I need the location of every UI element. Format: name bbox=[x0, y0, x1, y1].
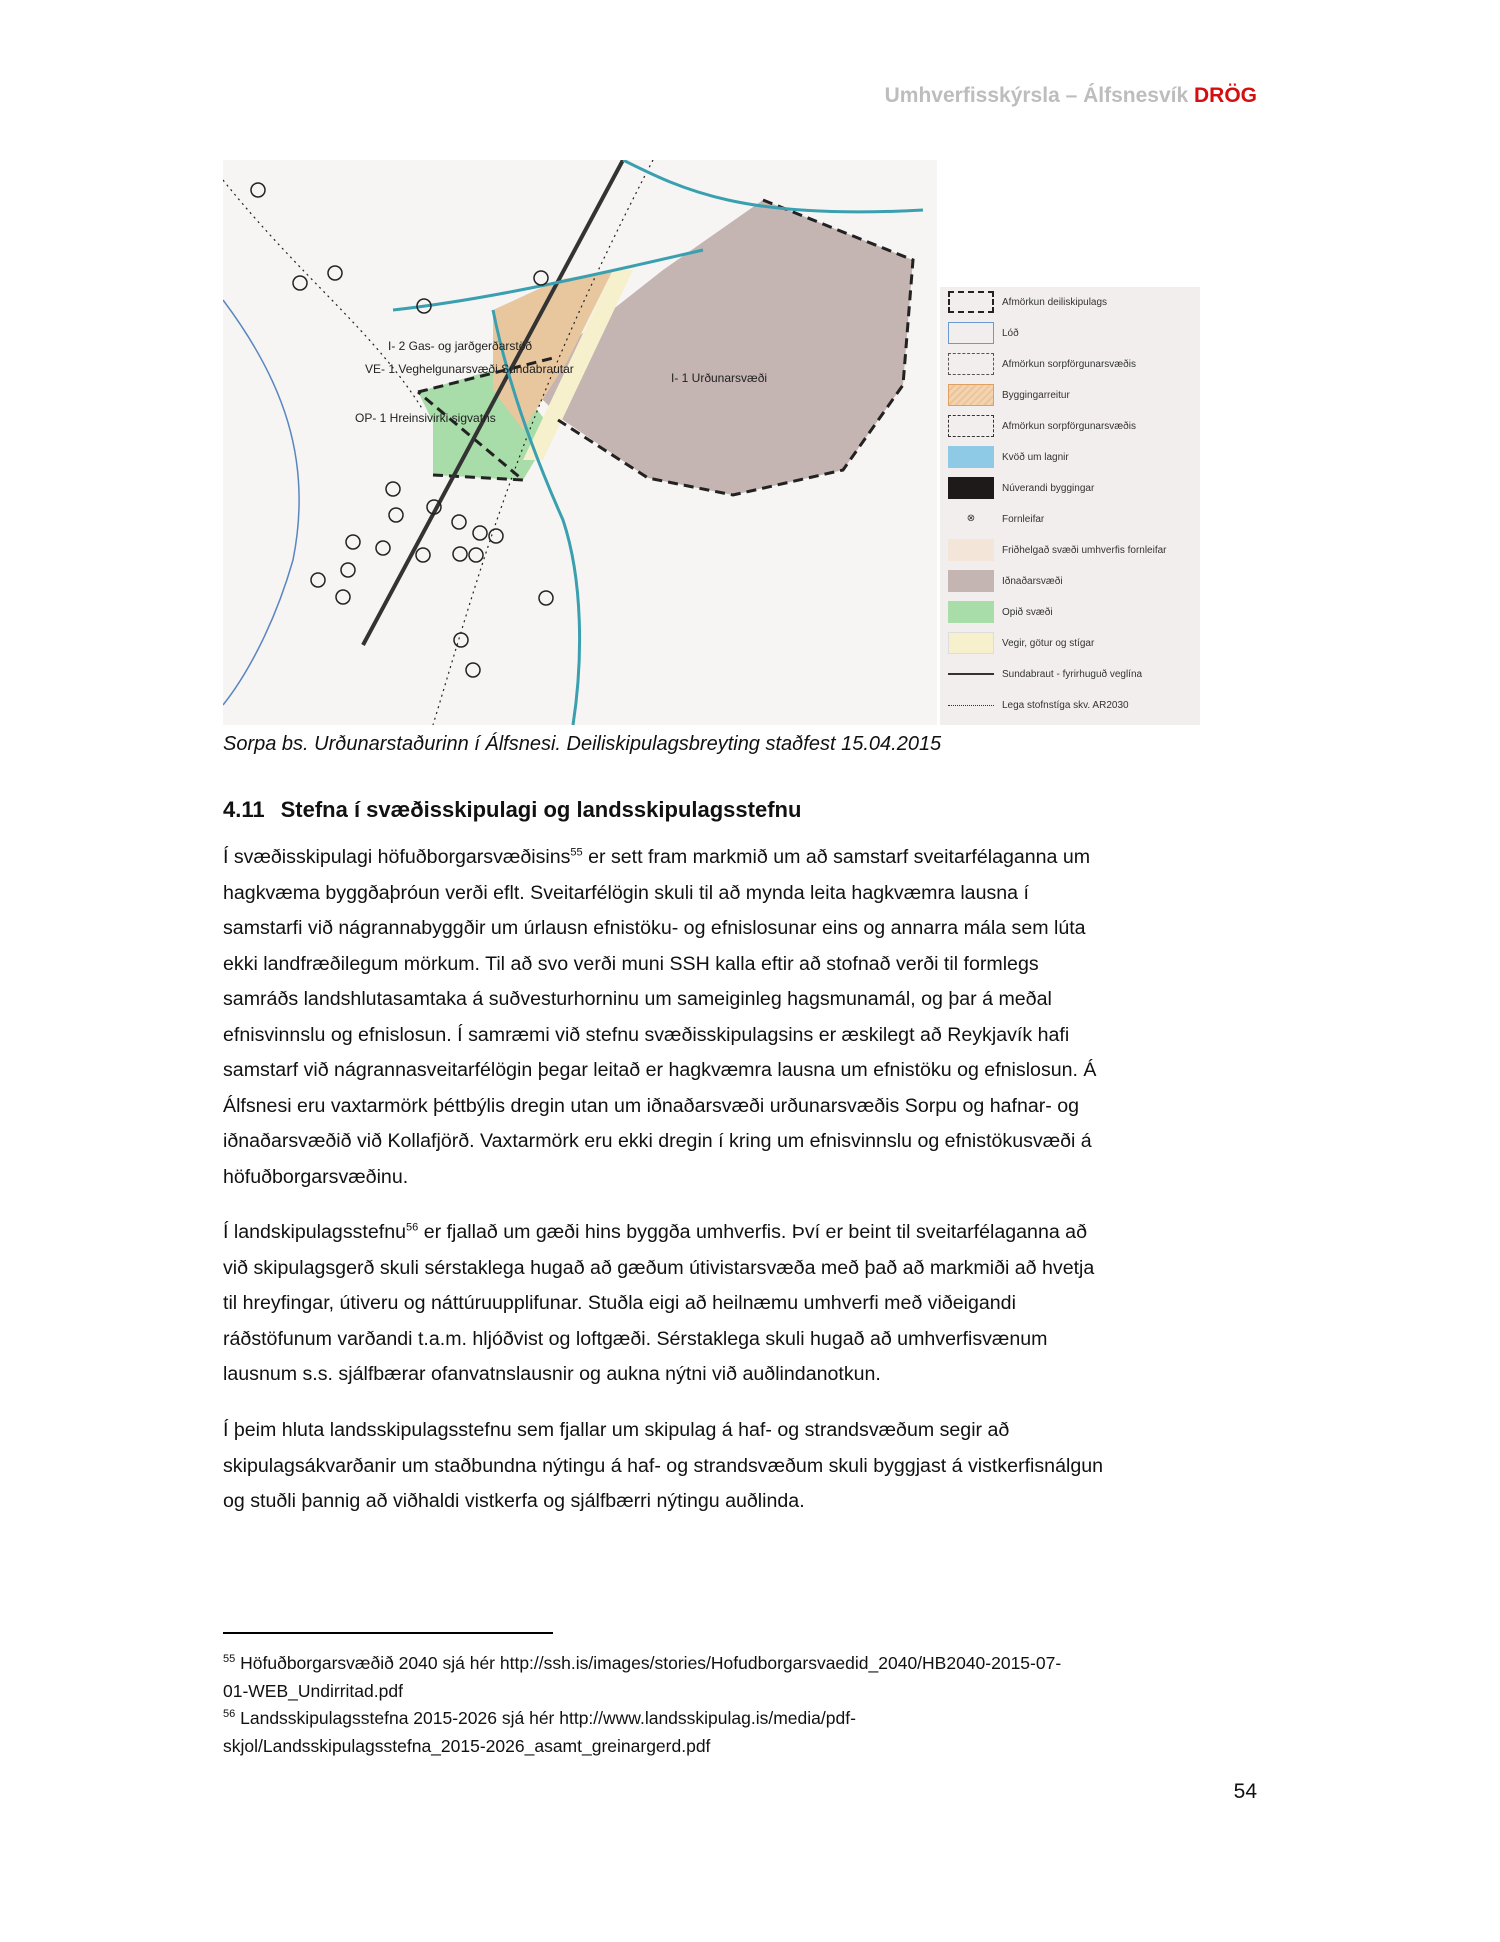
legend-item bbox=[948, 630, 1094, 656]
text: til hreyfingar, útiveru og náttúruupplifunar. Stuðla eigi að heilnæmu umhverfi með viðeigandi bbox=[223, 1292, 1016, 1314]
circle-x-icon: ⊗ bbox=[966, 513, 976, 524]
text: við skipulagsgerð skuli sérstaklega hugað að gæðum útivistarsvæða með það að markmiði að hvetja bbox=[223, 1256, 1095, 1279]
footnote-number: 55 bbox=[223, 1653, 236, 1666]
legend-label: Afmörkun deiliskipulags bbox=[1002, 296, 1108, 308]
text-line bbox=[223, 1286, 1263, 1322]
legend-item bbox=[948, 599, 1053, 625]
legend-label: Friðhelgað svæði umhverfis fornleifar bbox=[1002, 544, 1167, 556]
text-line bbox=[223, 1251, 1263, 1287]
footnote-line bbox=[223, 1733, 1263, 1761]
footnote-text: Landsskipulagsstefna 2015-2026 sjá hér http://www.landsskipulag.is/media/pdf- bbox=[240, 1708, 856, 1728]
legend-item bbox=[948, 568, 1063, 594]
map-legend bbox=[940, 287, 1200, 725]
text-line bbox=[223, 947, 1263, 983]
coastline bbox=[223, 300, 299, 705]
footnote-ref[interactable]: 55 bbox=[570, 846, 583, 859]
text: samráðs landshlutasamtaka á suðvesturhorninu um sameiginleg hagsmunamál, og þar á meðal bbox=[223, 988, 1052, 1010]
footnote-line bbox=[223, 1650, 1263, 1678]
light-blue-swatch bbox=[948, 446, 994, 468]
text: og stuðli þannig að viðhaldi vistkerfa og sjálfbærri nýtingu auðlinda. bbox=[223, 1490, 805, 1512]
text-line bbox=[223, 876, 1263, 912]
footnotes bbox=[223, 1650, 1263, 1760]
text-line bbox=[223, 911, 1263, 947]
mauve-swatch bbox=[948, 570, 994, 592]
legend-label: Vegir, götur og stígar bbox=[1002, 637, 1095, 649]
text: ráðstöfunum varðandi t.a.m. hljóðvist og loftgæði. Sérstaklega skuli hugað að umhverfisvænum bbox=[223, 1327, 1048, 1350]
header-title: Umhverfisskýrsla – Álfsnesvík bbox=[884, 84, 1189, 107]
beige-swatch bbox=[948, 539, 994, 561]
legend-item bbox=[948, 444, 1069, 470]
footnote-line bbox=[223, 1678, 1263, 1706]
paragraph-2 bbox=[223, 1215, 1263, 1393]
legend-label: Lega stofnstíga skv. AR2030 bbox=[1002, 699, 1129, 711]
text: ekki landfræðilegum mörkum. Til að svo verði muni SSH kalla eftir að stofnað verði til formlegs bbox=[223, 952, 1039, 975]
legend-label: Byggingarreitur bbox=[1002, 389, 1070, 401]
legend-label: Iðnaðarsvæði bbox=[1002, 575, 1063, 587]
text-line bbox=[223, 1089, 1263, 1125]
text: samstarf við nágrannasveitarfélögin þegar leitað er hagkvæmra lausna um efnistöku og efnislosun. Á bbox=[223, 1059, 1097, 1081]
footnote-number: 56 bbox=[223, 1708, 236, 1721]
text-line bbox=[223, 1124, 1263, 1160]
text-line bbox=[223, 1322, 1263, 1358]
paragraph-1 bbox=[223, 840, 1263, 1195]
legend-label: Afmörkun sorpförgunarsvæðis bbox=[1002, 358, 1136, 370]
text-line bbox=[223, 1018, 1263, 1054]
dashed-black-swatch bbox=[948, 291, 994, 313]
text-line bbox=[223, 1215, 1263, 1251]
legend-label: Opið svæði bbox=[1002, 606, 1053, 618]
footnote-separator bbox=[223, 1632, 553, 1634]
legend-item bbox=[948, 320, 1019, 346]
text: iðnaðarsvæðið við Kollafjörð. Vaxtarmörk eru ekki dregin í kring um efnisvinnslu og efnistökusvæði á bbox=[223, 1130, 1092, 1152]
text-line bbox=[223, 1053, 1263, 1089]
figure-caption: Sorpa bs. Urðunarstaðurinn í Álfsnesi. Deiliskipulagsbreyting staðfest 15.04.2015 bbox=[223, 733, 942, 755]
legend-item bbox=[948, 537, 1167, 563]
text: Í svæðisskipulagi höfuðborgarsvæðisins bbox=[223, 846, 571, 868]
text: samstarfi við nágrannabyggðir um úrlausn efnistöku- og efnislosunar eins og annarra mála sem lúta bbox=[223, 917, 1086, 939]
footnote-text: 01-WEB_Undirritad.pdf bbox=[223, 1680, 403, 1701]
text: hagkvæma byggðaþróun verði eflt. Sveitarfélögin skuli til að mynda leita hagkvæmra lausna í bbox=[223, 881, 1029, 904]
draft-label: DRÖG bbox=[1194, 84, 1257, 107]
legend-label: Kvöð um lagnir bbox=[1002, 451, 1069, 463]
legend-item bbox=[948, 692, 1129, 718]
legend-label: Fornleifar bbox=[1002, 513, 1045, 525]
text: efnisvinnslu og efnislosun. Í samræmi við stefnu svæðisskipulagsins er æskilegt að Reykjavík hafi bbox=[223, 1023, 1070, 1046]
text: Í þeim hluta landsskipulagsstefnu sem fjallar um skipulag á haf- og strandsvæðum segir að bbox=[223, 1419, 1010, 1441]
legend-label: Afmörkun sorpförgunarsvæðis bbox=[1002, 420, 1136, 432]
page-number: 54 bbox=[1233, 1780, 1257, 1803]
dashdot-thin-swatch bbox=[948, 353, 994, 375]
paragraph-3 bbox=[223, 1413, 1263, 1520]
footnote-line bbox=[223, 1705, 1263, 1733]
pale-yellow-swatch bbox=[948, 632, 994, 654]
text-line bbox=[223, 1160, 1263, 1196]
blue-outline-swatch bbox=[948, 322, 994, 344]
running-header bbox=[885, 84, 1257, 108]
black-swatch bbox=[948, 477, 994, 499]
footnote-text: Höfuðborgarsvæðið 2040 sjá hér http://ssh.is/images/stories/Hofudborgarsvaedid_2040/HB2040-2015-07- bbox=[240, 1653, 1062, 1673]
text: er sett fram markmið um að samstarf sveitarfélaganna um bbox=[582, 846, 1091, 868]
section-heading bbox=[223, 797, 801, 823]
legend-item bbox=[948, 475, 1094, 501]
text: lausnum s.s. sjálfbærar ofanvatnslausnir og aukna nýtni við auðlindanotkun. bbox=[223, 1363, 881, 1385]
legend-item bbox=[948, 289, 1107, 315]
dotted-line-swatch bbox=[948, 705, 994, 706]
footnote-text: skjol/Landsskipulagsstefna_2015-2026_asamt_greinargerd.pdf bbox=[223, 1735, 711, 1756]
legend-label: Núverandi byggingar bbox=[1002, 482, 1095, 494]
legend-item bbox=[948, 506, 1044, 532]
text-line bbox=[223, 840, 1263, 876]
text: skipulagsákvarðanir um staðbundna nýtingu á haf- og strandsvæðum skuli byggjast á vistkerfisnálgun bbox=[223, 1454, 1104, 1477]
legend-item bbox=[948, 661, 1142, 687]
text-line bbox=[223, 982, 1263, 1018]
section-title: Stefna í svæðisskipulagi og landsskipulagsstefnu bbox=[280, 797, 802, 822]
text-line bbox=[223, 1413, 1263, 1449]
green-swatch bbox=[948, 601, 994, 623]
legend-label: Lóð bbox=[1002, 327, 1019, 339]
legend-item bbox=[948, 351, 1136, 377]
orange-hatch-swatch bbox=[948, 384, 994, 406]
footnote-ref[interactable]: 56 bbox=[406, 1221, 419, 1234]
text-line bbox=[223, 1484, 1263, 1520]
text-line bbox=[223, 1357, 1263, 1393]
solid-line-swatch bbox=[948, 673, 994, 675]
legend-item bbox=[948, 413, 1136, 439]
legend-label: Sundabraut - fyrirhuguð veglína bbox=[1002, 668, 1143, 680]
map-label-i1: I- 1 Urðunarsvæði bbox=[671, 371, 768, 385]
text: er fjallað um gæði hins byggða umhverfis. Því er beint til sveitarfélaganna að bbox=[418, 1221, 1087, 1243]
map-label-i2: I- 2 Gas- og jarðgerðarstöð bbox=[388, 339, 533, 353]
map-label-ve1: VE- 1 Veghelgunarsvæði Sundabrautar bbox=[365, 362, 574, 376]
site-plan-map bbox=[223, 160, 937, 725]
text: Álfsnesi eru vaxtarmörk þéttbýlis dregin utan um iðnaðarsvæði urðunarsvæðis Sorpu og hafnar- og bbox=[223, 1094, 1080, 1117]
text: höfuðborgarsvæðinu. bbox=[223, 1165, 409, 1188]
map-drawing bbox=[223, 160, 937, 725]
map-label-op1: OP- 1 Hreinsivirki sigvatns bbox=[355, 411, 496, 425]
dashdot-black-swatch bbox=[948, 415, 994, 437]
text-line bbox=[223, 1449, 1263, 1485]
section-number: 4.11 bbox=[223, 797, 265, 822]
legend-item bbox=[948, 382, 1070, 408]
text: Í landskipulagsstefnu bbox=[223, 1221, 406, 1243]
